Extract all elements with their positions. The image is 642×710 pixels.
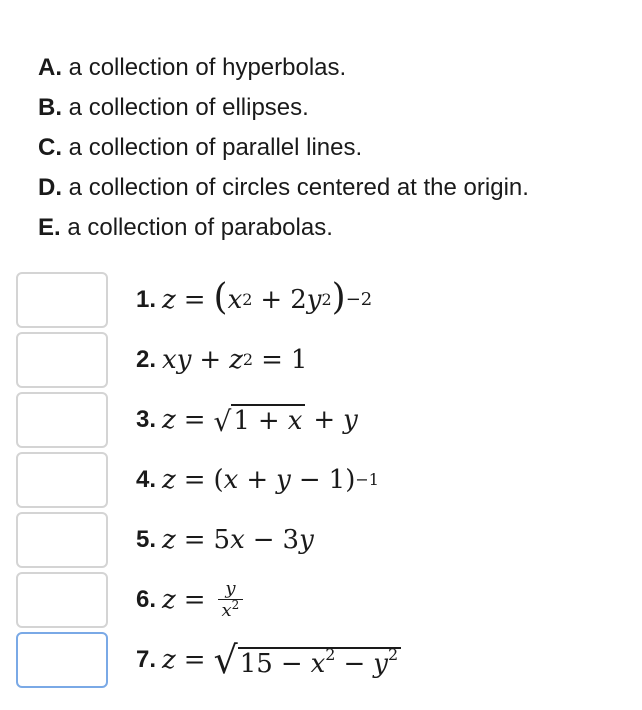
eq-sign: = bbox=[183, 585, 206, 615]
var-z: z bbox=[162, 585, 176, 615]
lparen: ( bbox=[213, 465, 224, 495]
choice-list bbox=[38, 48, 529, 248]
var-y: y bbox=[276, 465, 291, 495]
equation-2: 2. x y + z 2 = 1 bbox=[136, 345, 308, 375]
var-x: x bbox=[230, 525, 245, 555]
answer-input-5[interactable] bbox=[16, 512, 108, 568]
radical-sign: √ bbox=[213, 638, 238, 682]
numerator: y bbox=[225, 578, 236, 600]
choice-b bbox=[38, 88, 529, 128]
equation-7 bbox=[136, 632, 401, 688]
const: 1 bbox=[290, 345, 308, 375]
var-x: x bbox=[310, 649, 326, 680]
var-z: z bbox=[162, 405, 176, 435]
choice-letter: A. bbox=[38, 54, 62, 81]
var-x: x bbox=[221, 600, 232, 621]
minus: − bbox=[343, 649, 366, 680]
eq-sign: = bbox=[183, 405, 206, 435]
const: 1 bbox=[328, 465, 346, 495]
var-y: y bbox=[343, 405, 358, 435]
plus: + bbox=[260, 285, 283, 315]
var-x: x bbox=[227, 285, 243, 315]
choice-text: a collection of circles centered at the origin. bbox=[68, 174, 529, 201]
choice-text: a collection of ellipses. bbox=[68, 94, 309, 121]
answer-input-1[interactable] bbox=[16, 272, 108, 328]
plus: + bbox=[313, 405, 336, 435]
answer-input-4[interactable] bbox=[16, 452, 108, 508]
choice-d bbox=[38, 168, 529, 208]
var-y: y bbox=[299, 525, 314, 555]
coef: 3 bbox=[282, 525, 300, 555]
var-z: z bbox=[162, 465, 176, 495]
var-y: y bbox=[306, 285, 322, 315]
item-number: 6. bbox=[136, 586, 157, 613]
fraction bbox=[218, 579, 244, 621]
coef: 2 bbox=[290, 285, 307, 315]
item-number: 4. bbox=[136, 466, 157, 493]
exp: 2 bbox=[387, 645, 399, 665]
var-x: x bbox=[223, 465, 239, 495]
equation-1: 1. z = ( x 2 + 2 y 2 ) −2 bbox=[136, 277, 373, 318]
eq-sign: = bbox=[183, 645, 206, 675]
var-x: x bbox=[162, 345, 177, 375]
var-z: z bbox=[229, 345, 243, 375]
denominator bbox=[218, 599, 244, 621]
choice-a bbox=[38, 48, 529, 88]
choice-c bbox=[38, 128, 529, 168]
choice-letter: B. bbox=[38, 94, 62, 121]
answer-input-6[interactable] bbox=[16, 572, 108, 628]
minus: − bbox=[280, 649, 303, 680]
var-x: x bbox=[287, 406, 303, 437]
var-z: z bbox=[162, 645, 176, 675]
item-number: 5. bbox=[136, 526, 157, 553]
var-y: y bbox=[176, 345, 192, 375]
choice-text: a collection of hyperbolas. bbox=[68, 54, 347, 81]
equation-5 bbox=[136, 512, 314, 568]
choice-text: a collection of parallel lines. bbox=[68, 134, 363, 161]
equation-3 bbox=[136, 392, 358, 448]
var-y: y bbox=[373, 649, 388, 680]
sqrt bbox=[213, 638, 402, 682]
radicand bbox=[231, 404, 305, 436]
choice-text: a collection of parabolas. bbox=[67, 214, 333, 241]
plus: + bbox=[199, 345, 222, 375]
choice-letter: E. bbox=[38, 214, 61, 241]
var-z: z bbox=[162, 525, 176, 555]
sqrt bbox=[214, 404, 306, 436]
item-number: 2. bbox=[136, 346, 157, 373]
eq-sign: = bbox=[183, 465, 206, 495]
answer-input-3[interactable] bbox=[16, 392, 108, 448]
eq-sign: = bbox=[183, 525, 206, 555]
var-z: z bbox=[162, 285, 176, 315]
rparen: ) bbox=[331, 277, 346, 318]
equation-6 bbox=[136, 572, 243, 628]
choice-letter: C. bbox=[38, 134, 62, 161]
equation-4: 4. z = ( x + y − 1 ) −1 bbox=[136, 465, 379, 495]
eq-sign: = bbox=[261, 345, 283, 375]
plus: + bbox=[257, 406, 280, 437]
answer-input-7[interactable] bbox=[16, 632, 108, 688]
const: 15 bbox=[239, 649, 273, 680]
radicand bbox=[238, 647, 401, 679]
minus: − bbox=[298, 465, 321, 495]
exp: 2 bbox=[325, 645, 336, 665]
item-number: 7. bbox=[136, 646, 157, 673]
plus: + bbox=[246, 465, 269, 495]
lparen: ( bbox=[213, 277, 228, 318]
choice-e bbox=[38, 208, 529, 248]
coef: 5 bbox=[213, 525, 231, 555]
radical-sign: √ bbox=[213, 404, 232, 438]
eq-sign: = bbox=[183, 285, 206, 315]
item-number: 3. bbox=[136, 406, 157, 433]
answer-input-2[interactable] bbox=[16, 332, 108, 388]
choice-letter: D. bbox=[38, 174, 62, 201]
exp: 2 bbox=[231, 598, 240, 612]
minus: − bbox=[252, 525, 275, 555]
item-number: 1. bbox=[136, 286, 157, 313]
const: 1 bbox=[233, 406, 250, 437]
rparen: ) bbox=[345, 465, 356, 495]
